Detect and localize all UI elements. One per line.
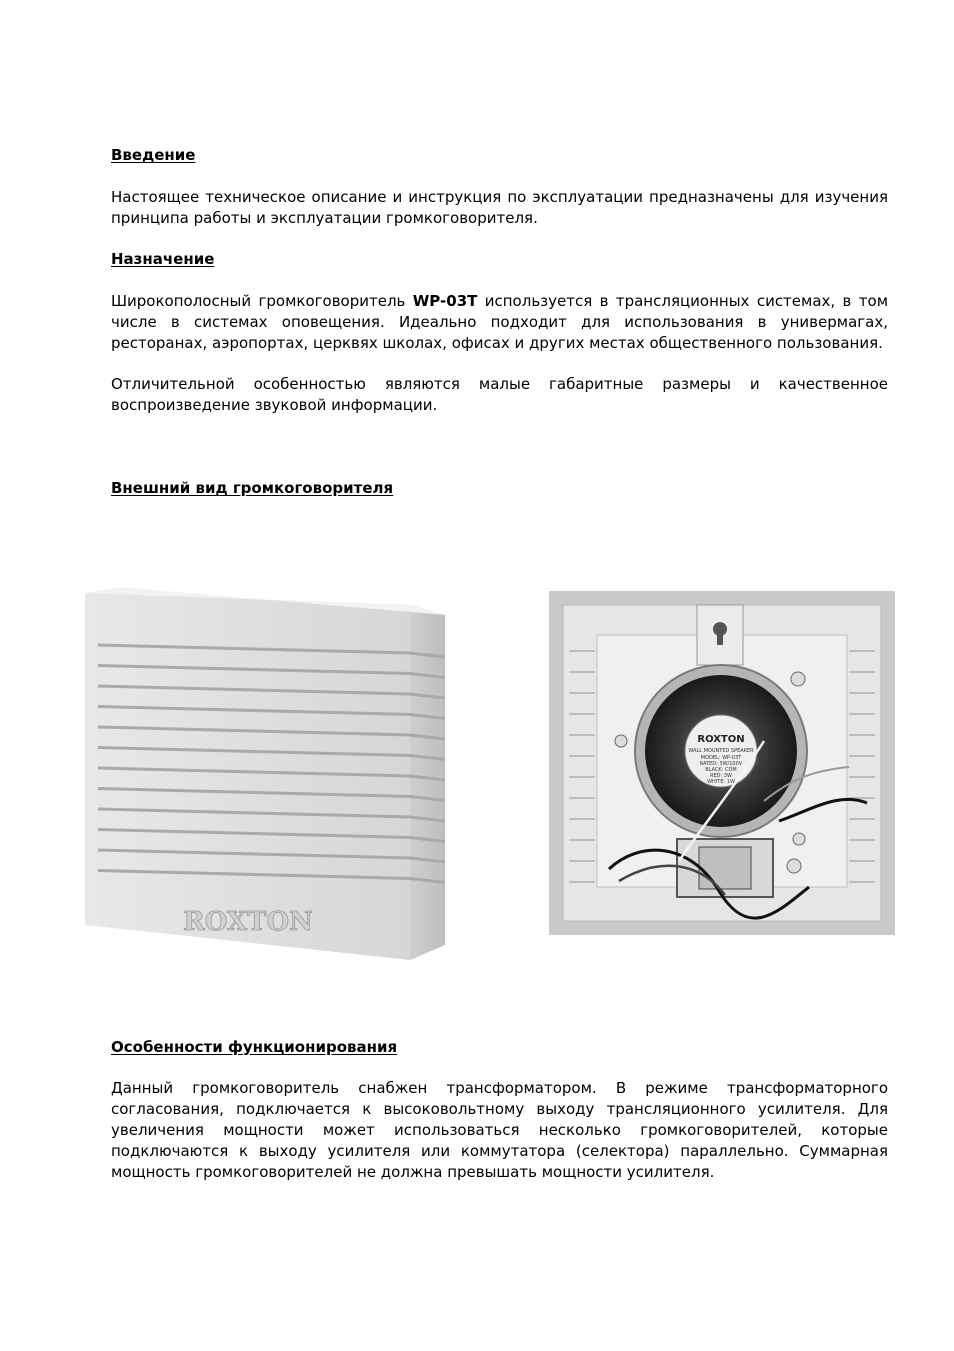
speaker-inside-photo bbox=[549, 591, 895, 935]
features-paragraph: Отличительной особенностью являются малые габаритные размеры и качественное воспроизведение звуковой информации. bbox=[111, 375, 888, 414]
purpose-paragraph bbox=[111, 291, 888, 354]
front-brand-logo: ROXTON bbox=[183, 907, 313, 937]
label-line: RED: 3W bbox=[710, 773, 732, 779]
section-heading-appearance: Внешний вид громкоговорителя bbox=[111, 479, 394, 497]
section-heading-purpose: Назначение bbox=[111, 250, 215, 268]
label-brand: ROXTON bbox=[697, 734, 745, 745]
label-line: BLACK: COM bbox=[705, 767, 737, 773]
purpose-text-before: Широкополосный громкоговоритель bbox=[111, 292, 413, 310]
purpose-text-after: используется в трансляционных системах, в том числе в системах оповещения. Идеально подходит для использования в универмагах, ресторанах, аэропортах, церквях школах, офисах и других местах общественного пользования. bbox=[111, 292, 889, 352]
label-caption: WALL MOUNTED SPEAKER bbox=[688, 748, 754, 754]
speaker-front-photo bbox=[80, 585, 450, 960]
operation-paragraph: Данный громкоговоритель снабжен трансформатором. В режиме трансформаторного согласования, подключается к высоковольтному выходу трансляционного усилителя. Для увеличения мощности может использоваться несколько громкоговорителей, которые подключаются к выходу усилителя или коммутатора (селектора) параллельно. Суммарная мощность громкоговорителей не должна превышать мощности усилителя. bbox=[111, 1079, 888, 1181]
label-line: RATED: 3W/100V bbox=[699, 761, 743, 767]
intro-paragraph: Настоящее техническое описание и инструкция по эксплуатации предназначены для изучения принципа работы и эксплуатации громкоговорителя. bbox=[111, 188, 888, 227]
label-line: MODEL: WP-03T bbox=[700, 755, 742, 761]
section-heading-operation: Особенности функционирования bbox=[111, 1038, 398, 1056]
label-line: WHITE: 1W bbox=[707, 779, 735, 785]
model-name: WP-03T bbox=[412, 292, 478, 310]
section-heading-intro: Введение bbox=[111, 146, 196, 164]
